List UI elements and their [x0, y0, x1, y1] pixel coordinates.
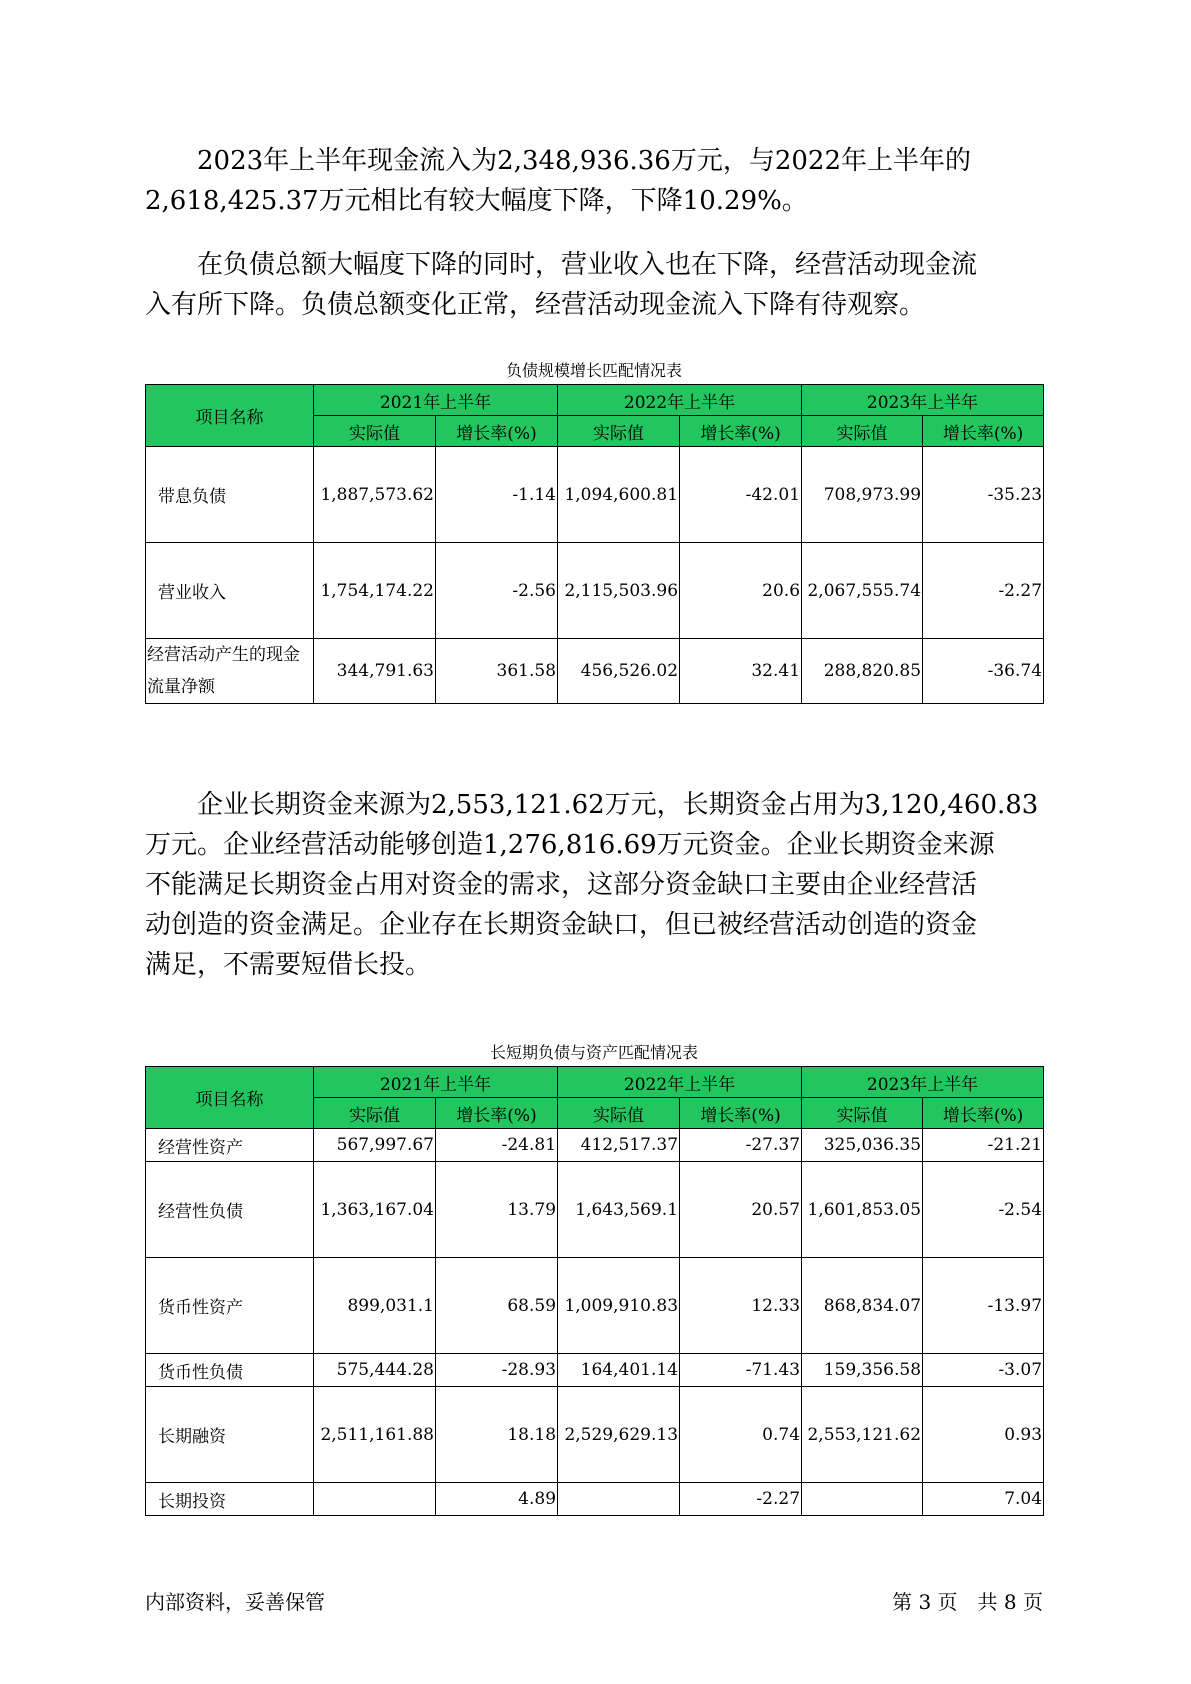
text-line: 满足，不需要短借长投。 [145, 950, 432, 980]
cell-value: 13.79 [436, 1162, 558, 1258]
footer-confidential-note: 内部资料，妥善保管 [145, 1590, 325, 1614]
header-actual: 实际值 [314, 416, 436, 447]
cell-value: 68.59 [436, 1258, 558, 1354]
cell-value: 12.33 [680, 1258, 802, 1354]
header-year: 2021年上半年 [314, 1067, 558, 1098]
cell-value: -21.21 [923, 1129, 1044, 1162]
header-growth: 增长率(%) [923, 416, 1044, 447]
row-name: 经营性资产 [146, 1129, 314, 1162]
cell-value: 0.93 [923, 1387, 1044, 1483]
header-actual: 实际值 [558, 1098, 680, 1129]
cell-value: -2.56 [436, 543, 558, 639]
table-row [146, 1258, 1044, 1354]
text-line: 企业长期资金来源为2,553,121.62万元，长期资金占用为3,120,460.83 [197, 790, 1039, 820]
cell-value: 567,997.67 [314, 1129, 436, 1162]
header-actual: 实际值 [802, 1098, 923, 1129]
paragraph-liability-analysis [145, 245, 1075, 325]
cell-value: 899,031.1 [314, 1258, 436, 1354]
cell-value: 1,887,573.62 [314, 447, 436, 543]
header-growth: 增长率(%) [436, 416, 558, 447]
table-row [146, 1129, 1044, 1162]
cell-value: 344,791.63 [314, 639, 436, 704]
table-header-row [146, 1067, 1044, 1098]
paragraph-long-term-funding [145, 785, 1075, 985]
cell-value: 1,094,600.81 [558, 447, 680, 543]
cell-value [558, 1483, 680, 1516]
text-line: 2,618,425.37万元相比有较大幅度下降，下降10.29%。 [145, 186, 808, 216]
row-name: 货币性资产 [146, 1258, 314, 1354]
header-year: 2021年上半年 [314, 385, 558, 416]
cell-value: -28.93 [436, 1354, 558, 1387]
cell-value: 2,511,161.88 [314, 1387, 436, 1483]
cell-value: 159,356.58 [802, 1354, 923, 1387]
cell-value: 288,820.85 [802, 639, 923, 704]
cell-value: 2,067,555.74 [802, 543, 923, 639]
header-actual: 实际值 [558, 416, 680, 447]
cell-value: -35.23 [923, 447, 1044, 543]
table-row [146, 639, 1044, 704]
cell-value: -13.97 [923, 1258, 1044, 1354]
text-line: 万元。企业经营活动能够创造1,276,816.69万元资金。企业长期资金来源 [145, 830, 995, 860]
cell-value: -42.01 [680, 447, 802, 543]
cell-value: 32.41 [680, 639, 802, 704]
text-line: 入有所下降。负债总额变化正常，经营活动现金流入下降有待观察。 [145, 290, 926, 320]
table-row [146, 447, 1044, 543]
cell-value: 1,009,910.83 [558, 1258, 680, 1354]
header-item-name: 项目名称 [146, 1067, 314, 1129]
header-year: 2022年上半年 [558, 385, 802, 416]
header-growth: 增长率(%) [923, 1098, 1044, 1129]
text-line: 动创造的资金满足。企业存在长期资金缺口，但已被经营活动创造的资金 [145, 910, 978, 940]
cell-value: 20.6 [680, 543, 802, 639]
footer-page-number: 第 3 页 共 8 页 [892, 1590, 1043, 1614]
cell-value: 361.58 [436, 639, 558, 704]
liability-asset-match-table [145, 1066, 1044, 1516]
cell-value: 2,553,121.62 [802, 1387, 923, 1483]
cell-value: 1,643,569.1 [558, 1162, 680, 1258]
cell-value: -24.81 [436, 1129, 558, 1162]
table-header-row [146, 385, 1044, 416]
table-row [146, 1354, 1044, 1387]
text-line: 在负债总额大幅度下降的同时，营业收入也在下降，经营活动现金流 [197, 250, 978, 280]
cell-value: 7.04 [923, 1483, 1044, 1516]
cell-value: 708,973.99 [802, 447, 923, 543]
header-actual: 实际值 [802, 416, 923, 447]
cell-value: 1,601,853.05 [802, 1162, 923, 1258]
row-name: 营业收入 [146, 543, 314, 639]
header-growth: 增长率(%) [436, 1098, 558, 1129]
cell-value: -3.07 [923, 1354, 1044, 1387]
cell-value: 575,444.28 [314, 1354, 436, 1387]
header-year: 2023年上半年 [802, 1067, 1044, 1098]
header-growth: 增长率(%) [680, 1098, 802, 1129]
cell-value: 456,526.02 [558, 639, 680, 704]
header-actual: 实际值 [314, 1098, 436, 1129]
cell-value: 18.18 [436, 1387, 558, 1483]
row-name: 货币性负债 [146, 1354, 314, 1387]
cell-value: 164,401.14 [558, 1354, 680, 1387]
cell-value: 1,363,167.04 [314, 1162, 436, 1258]
text-line: 2023年上半年现金流入为2,348,936.36万元，与2022年上半年的 [197, 146, 972, 176]
cell-value: 0.74 [680, 1387, 802, 1483]
table2-caption: 长短期负债与资产匹配情况表 [489, 1043, 698, 1062]
cell-value [314, 1483, 436, 1516]
cell-value: -36.74 [923, 639, 1044, 704]
cell-value: 325,036.35 [802, 1129, 923, 1162]
table-row [146, 1483, 1044, 1516]
cell-value: 2,115,503.96 [558, 543, 680, 639]
table-row [146, 543, 1044, 639]
row-name: 长期融资 [146, 1387, 314, 1483]
cell-value: -2.27 [923, 543, 1044, 639]
header-year: 2022年上半年 [558, 1067, 802, 1098]
cell-value: -71.43 [680, 1354, 802, 1387]
cell-value: 4.89 [436, 1483, 558, 1516]
cell-value: -1.14 [436, 447, 558, 543]
cell-value: 868,834.07 [802, 1258, 923, 1354]
cell-value: -27.37 [680, 1129, 802, 1162]
cell-value: -2.54 [923, 1162, 1044, 1258]
row-name: 带息负债 [146, 447, 314, 543]
row-name: 经营活动产生的现金流量净额 [146, 639, 314, 704]
cell-value [802, 1483, 923, 1516]
table-row [146, 1162, 1044, 1258]
cell-value: 412,517.37 [558, 1129, 680, 1162]
cell-value: 2,529,629.13 [558, 1387, 680, 1483]
paragraph-cash-inflow [145, 141, 1075, 221]
header-year: 2023年上半年 [802, 385, 1044, 416]
liability-growth-table [145, 384, 1044, 704]
cell-value: 1,754,174.22 [314, 543, 436, 639]
header-item-name: 项目名称 [146, 385, 314, 447]
cell-value: -2.27 [680, 1483, 802, 1516]
row-name: 长期投资 [146, 1483, 314, 1516]
table1-caption: 负债规模增长匹配情况表 [505, 361, 682, 380]
row-name: 经营性负债 [146, 1162, 314, 1258]
table-row [146, 1387, 1044, 1483]
cell-value: 20.57 [680, 1162, 802, 1258]
header-growth: 增长率(%) [680, 416, 802, 447]
text-line: 不能满足长期资金占用对资金的需求，这部分资金缺口主要由企业经营活 [145, 870, 978, 900]
